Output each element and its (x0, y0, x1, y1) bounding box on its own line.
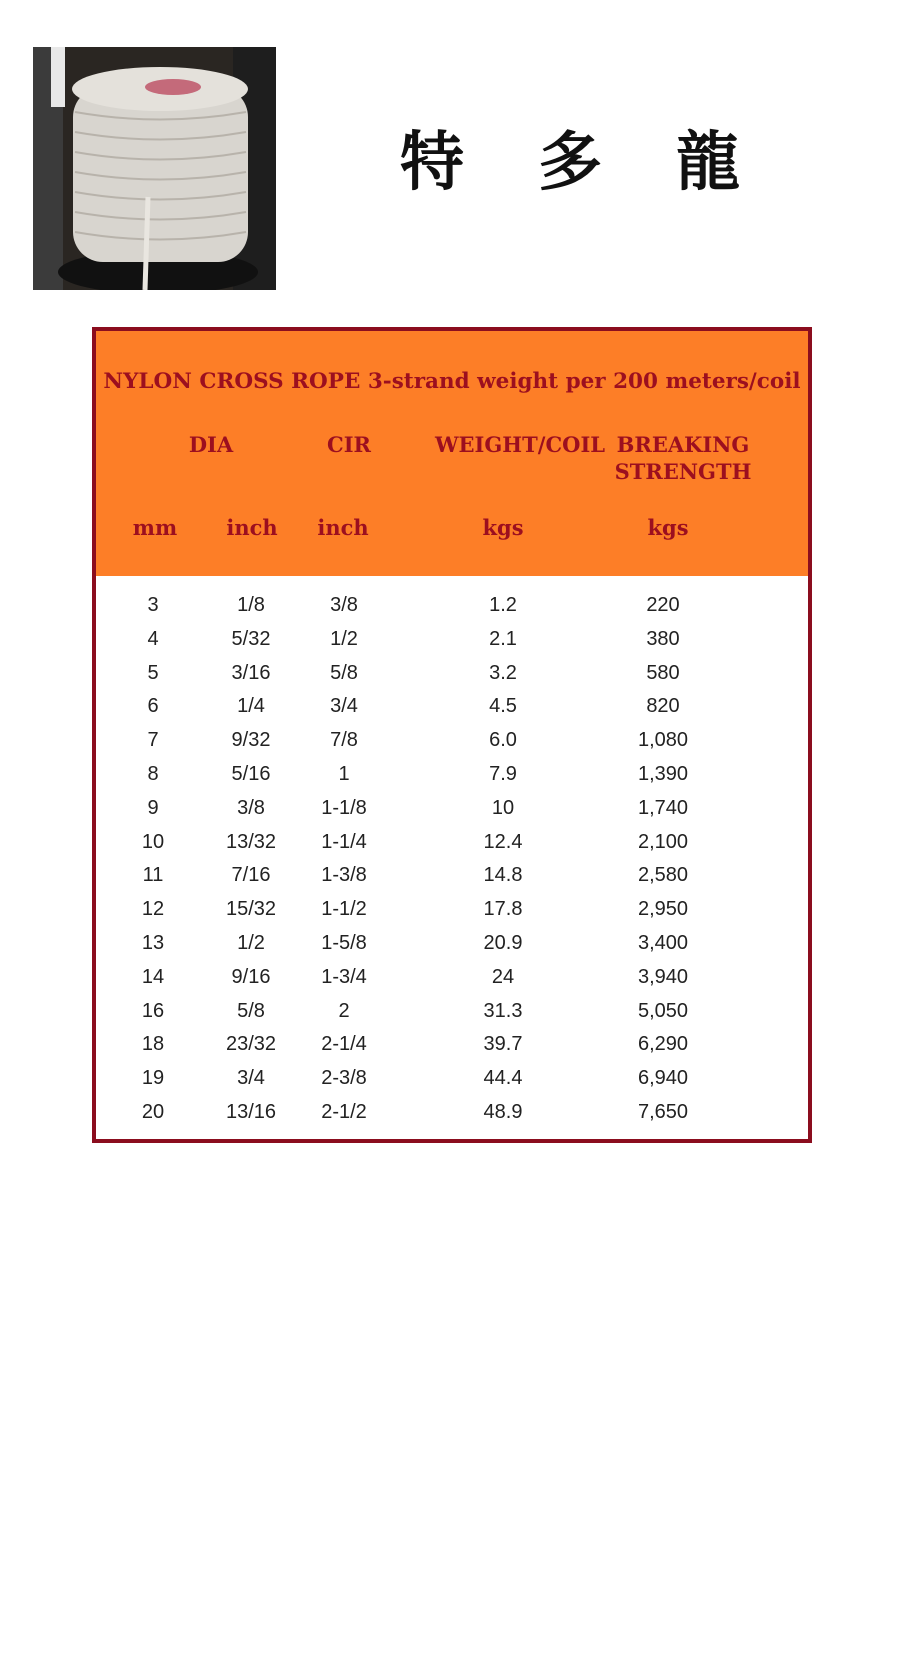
cell-mm: 18 (141, 1033, 165, 1056)
table-row (96, 792, 808, 826)
cell-breaking-kgs: 380 (646, 627, 680, 650)
cell-dia-inch: 3/8 (237, 796, 265, 819)
table-row (96, 1062, 808, 1096)
table-body (96, 589, 808, 1130)
unit-weight-kgs: kgs (482, 515, 524, 540)
cell-breaking-kgs: 2,580 (637, 864, 689, 887)
cell-breaking-kgs: 820 (646, 695, 680, 718)
brand-char-3: 龍 (676, 125, 740, 200)
cell-mm: 3 (147, 594, 159, 616)
cell-mm: 16 (141, 999, 165, 1022)
header-breaking-line1: BREAKING (616, 432, 750, 457)
table-header (96, 331, 808, 576)
brand-char-1: 特 (400, 125, 464, 200)
cell-weight-kgs: 17.8 (483, 898, 523, 921)
table-row (96, 1028, 808, 1062)
cell-weight-kgs: 20.9 (483, 931, 523, 954)
cell-cir-inch: 1-1/2 (321, 898, 367, 921)
cell-weight-kgs: 4.5 (489, 695, 517, 718)
cell-breaking-kgs: 1,740 (637, 796, 689, 819)
cell-weight-kgs: 6.0 (489, 729, 517, 752)
cell-dia-inch: 9/32 (231, 729, 271, 752)
cell-mm: 20 (141, 1100, 165, 1123)
table-row (96, 758, 808, 792)
cell-cir-inch: 2 (338, 999, 350, 1022)
table-title: NYLON CROSS ROPE 3-strand weight per 200 meters/coil (103, 369, 801, 394)
rope-coil-icon (33, 47, 276, 290)
header-breaking-line2: STRENGTH (614, 459, 752, 484)
cell-dia-inch: 15/32 (225, 898, 277, 921)
table-row (96, 589, 808, 623)
cell-dia-inch: 23/32 (225, 1033, 277, 1056)
cell-weight-kgs: 1.2 (489, 594, 517, 616)
cell-breaking-kgs: 3,400 (637, 931, 689, 954)
cell-breaking-kgs: 3,940 (637, 965, 689, 988)
cell-cir-inch: 1-1/4 (321, 830, 367, 853)
cell-cir-inch: 3/8 (330, 594, 358, 616)
unit-cir-inch: inch (317, 515, 369, 540)
cell-mm: 19 (141, 1067, 165, 1090)
cell-dia-inch: 5/16 (231, 762, 271, 785)
cell-breaking-kgs: 6,290 (637, 1033, 689, 1056)
cell-mm: 9 (147, 796, 159, 819)
header-cir: CIR (327, 432, 371, 457)
table-row (96, 724, 808, 758)
cell-dia-inch: 1/8 (237, 594, 265, 616)
rope-coil-photo (33, 47, 276, 290)
unit-dia-inch: inch (226, 515, 278, 540)
cell-dia-inch: 3/4 (237, 1067, 265, 1090)
cell-mm: 4 (147, 627, 159, 650)
cell-weight-kgs: 3.2 (489, 661, 517, 684)
table-row (96, 657, 808, 691)
cell-cir-inch: 1-1/8 (321, 796, 367, 819)
cell-cir-inch: 3/4 (330, 695, 358, 718)
cell-cir-inch: 2-1/4 (321, 1033, 367, 1056)
cell-breaking-kgs: 5,050 (637, 999, 689, 1022)
cell-cir-inch: 1/2 (330, 627, 358, 650)
cell-dia-inch: 5/8 (237, 999, 265, 1022)
table-row (96, 995, 808, 1029)
cell-dia-inch: 7/16 (231, 864, 271, 887)
header-dia: DIA (188, 432, 234, 457)
header-weight: WEIGHT/COIL (434, 432, 606, 457)
cell-breaking-kgs: 580 (646, 661, 680, 684)
cell-weight-kgs: 7.9 (489, 762, 517, 785)
table-row (96, 690, 808, 724)
table-row (96, 859, 808, 893)
cell-mm: 8 (147, 762, 159, 785)
unit-mm: mm (132, 515, 178, 540)
cell-breaking-kgs: 1,390 (637, 762, 689, 785)
cell-weight-kgs: 12.4 (483, 830, 523, 853)
cell-cir-inch: 2-3/8 (321, 1067, 367, 1090)
cell-mm: 10 (141, 830, 165, 853)
table-row (96, 961, 808, 995)
cell-cir-inch: 5/8 (330, 661, 358, 684)
cell-breaking-kgs: 2,950 (637, 898, 689, 921)
table-row (96, 927, 808, 961)
cell-breaking-kgs: 220 (646, 594, 680, 616)
spec-table (92, 327, 812, 1143)
cell-weight-kgs: 14.8 (483, 864, 523, 887)
table-row (96, 893, 808, 927)
cell-weight-kgs: 44.4 (483, 1067, 523, 1090)
cell-breaking-kgs: 7,650 (637, 1100, 689, 1123)
cell-mm: 14 (141, 965, 165, 988)
cell-mm: 6 (147, 695, 159, 718)
cell-dia-inch: 13/16 (225, 1100, 277, 1123)
cell-cir-inch: 1-3/4 (321, 965, 367, 988)
brand-title (400, 112, 740, 202)
table-row (96, 623, 808, 657)
cell-dia-inch: 3/16 (231, 661, 271, 684)
cell-mm: 12 (141, 898, 165, 921)
cell-cir-inch: 7/8 (330, 729, 358, 752)
cell-dia-inch: 5/32 (231, 627, 271, 650)
cell-mm: 7 (147, 729, 159, 752)
cell-cir-inch: 1-5/8 (321, 931, 367, 954)
cell-mm: 11 (142, 864, 164, 887)
brand-char-2: 多 (538, 125, 602, 200)
cell-weight-kgs: 39.7 (483, 1033, 523, 1056)
unit-breaking-kgs: kgs (647, 515, 689, 540)
cell-cir-inch: 2-1/2 (321, 1100, 367, 1123)
cell-weight-kgs: 48.9 (483, 1100, 523, 1123)
table-row (96, 826, 808, 860)
cell-mm: 5 (147, 661, 159, 684)
cell-cir-inch: 1 (338, 762, 350, 785)
table-row (96, 1096, 808, 1130)
cell-breaking-kgs: 6,940 (637, 1067, 689, 1090)
cell-weight-kgs: 24 (491, 965, 515, 988)
cell-weight-kgs: 10 (491, 796, 515, 819)
cell-cir-inch: 1-3/8 (321, 864, 367, 887)
cell-dia-inch: 13/32 (225, 830, 277, 853)
cell-weight-kgs: 2.1 (489, 627, 517, 650)
cell-breaking-kgs: 1,080 (637, 729, 689, 752)
cell-breaking-kgs: 2,100 (637, 830, 689, 853)
cell-weight-kgs: 31.3 (483, 999, 523, 1022)
cell-dia-inch: 1/4 (237, 695, 265, 718)
cell-dia-inch: 9/16 (231, 965, 271, 988)
cell-dia-inch: 1/2 (237, 931, 265, 954)
cell-mm: 13 (141, 931, 165, 954)
